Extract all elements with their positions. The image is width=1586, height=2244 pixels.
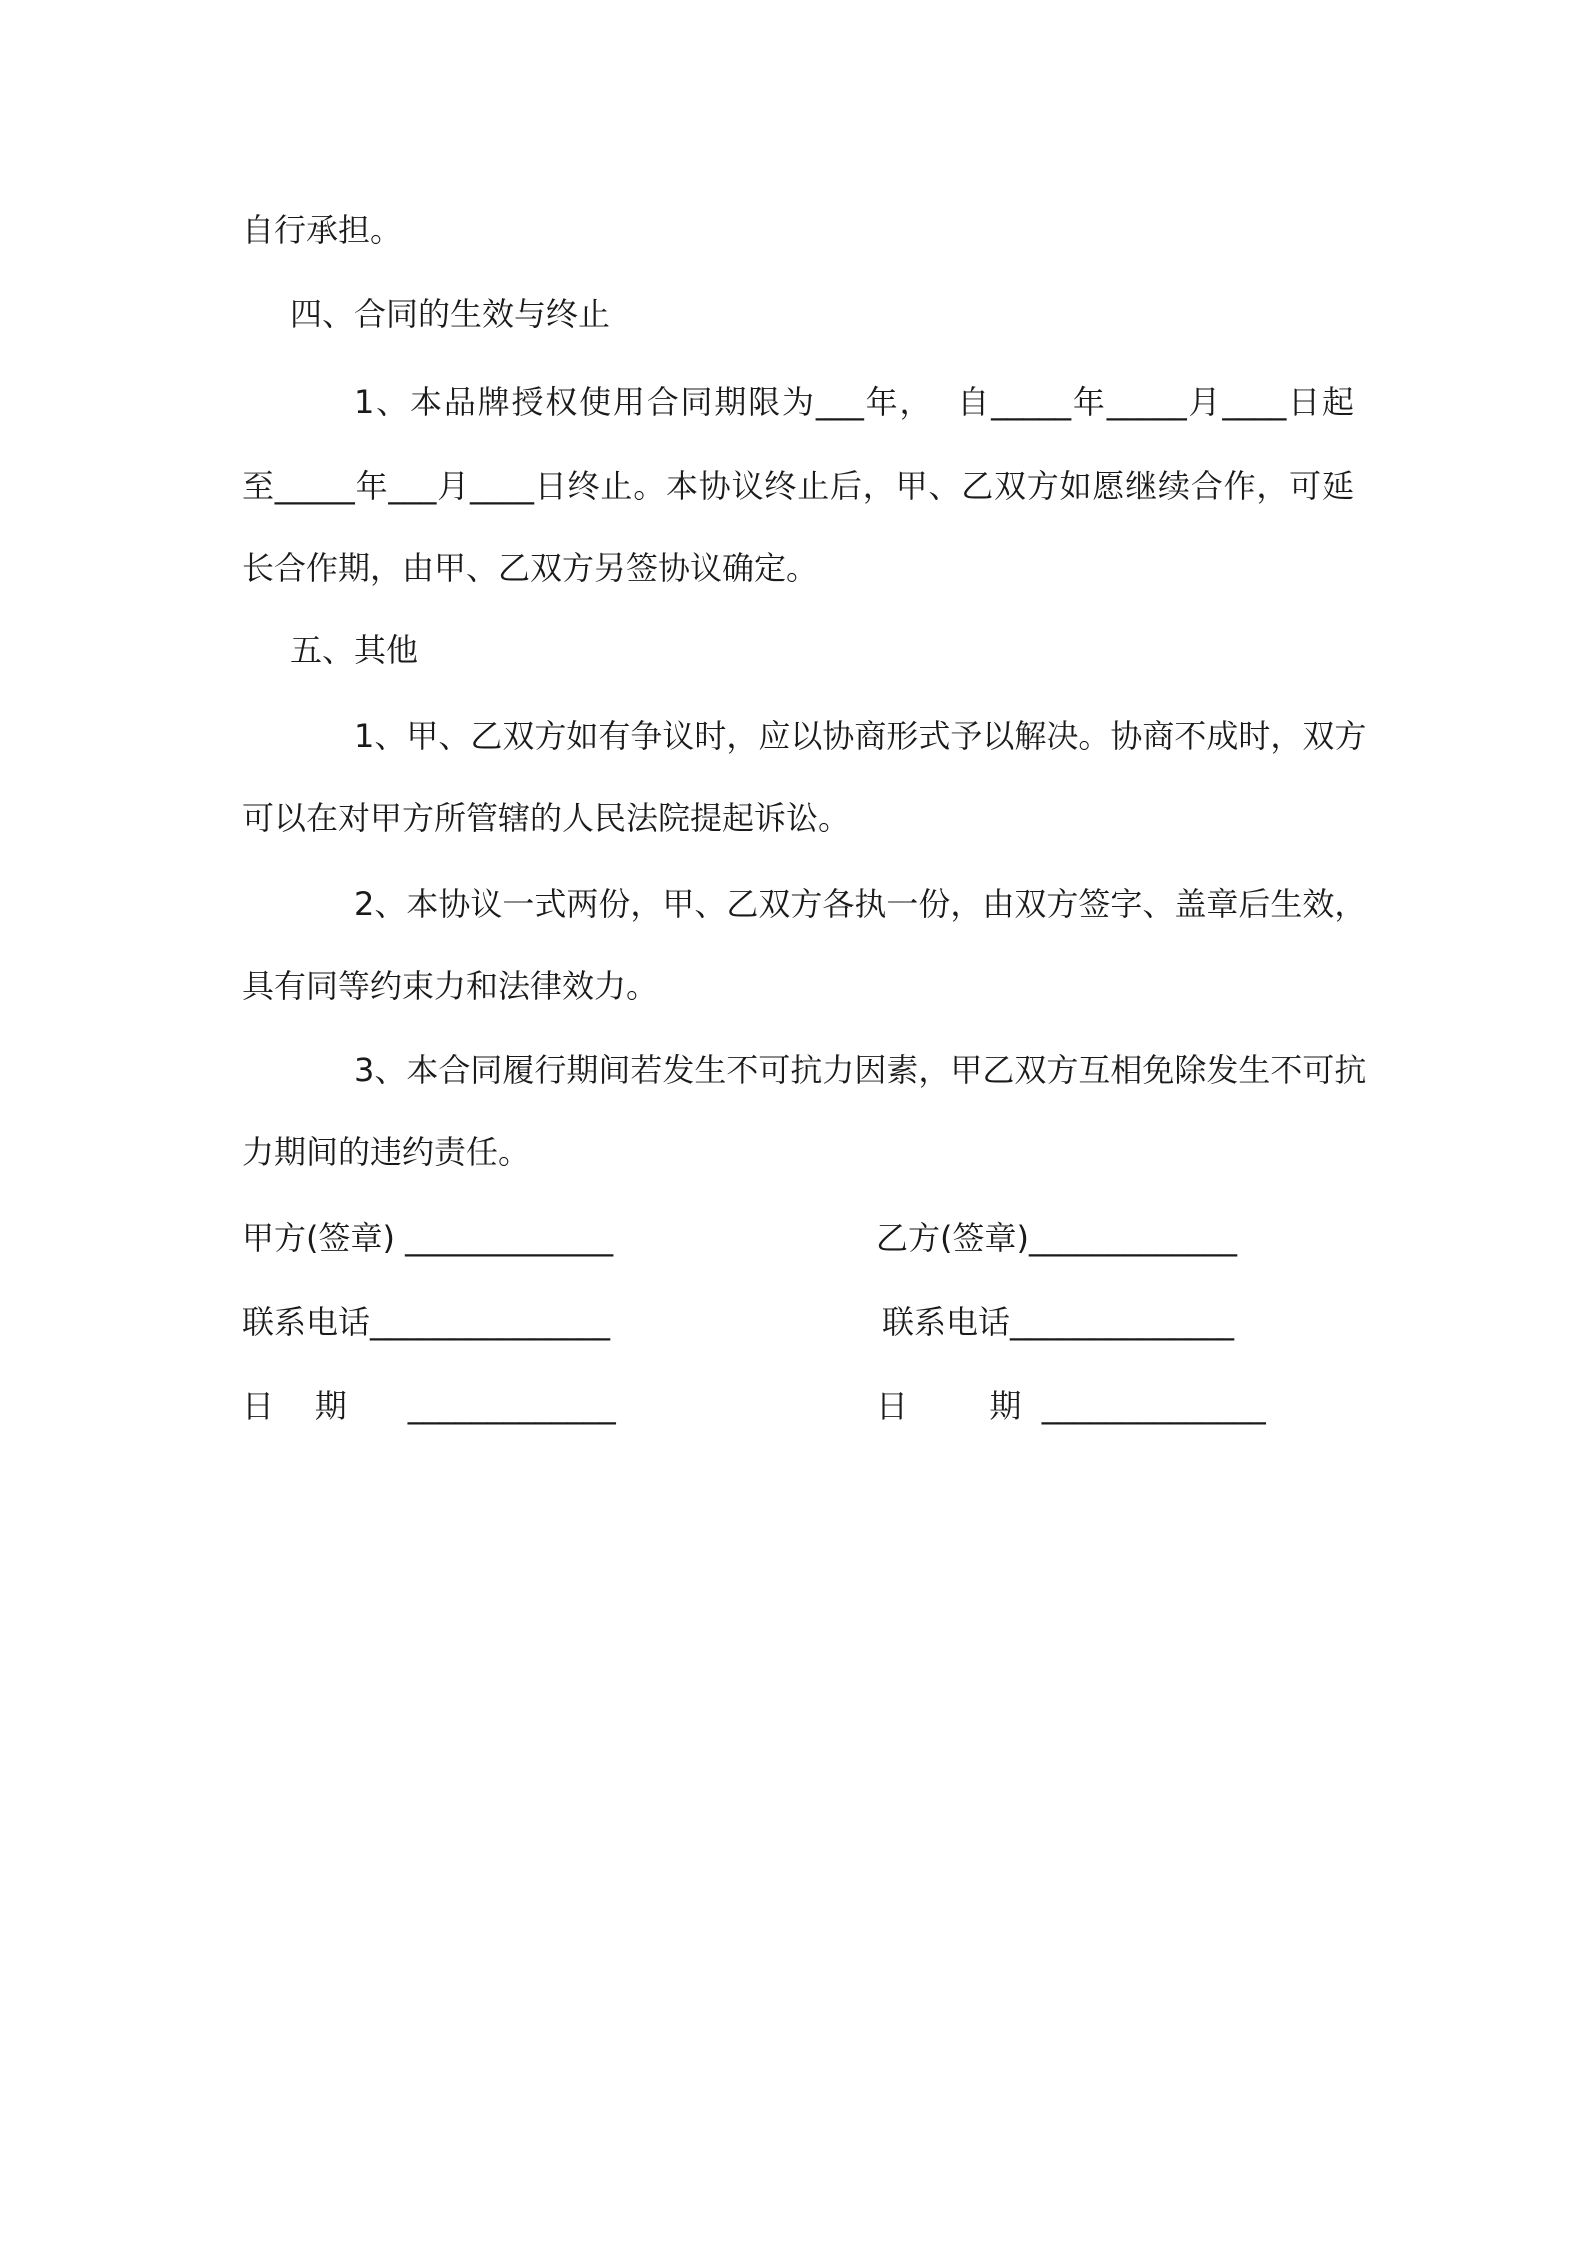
- party-b-date-field: 日 期 ______________: [876, 1387, 1266, 1425]
- party-b-seal-field: 乙方(签章)_____________: [876, 1219, 1237, 1257]
- section-4-clause-1-line-1: 1、本品牌授权使用合同期限为___年， 自_____年_____月____日起: [354, 383, 1354, 421]
- party-b-phone-field: 联系电话______________: [882, 1303, 1235, 1341]
- section-4-heading: 四、合同的生效与终止: [290, 295, 611, 333]
- section-4-clause-1-line-2: 至_____年___月____日终止。本协议终止后，甲、乙双方如愿继续合作，可延: [242, 467, 1354, 505]
- section-5-clause-2-line-2: 具有同等约束力和法律效力。: [242, 967, 659, 1005]
- party-a-phone-field: 联系电话_______________: [242, 1303, 611, 1341]
- section-5-clause-1-line-2: 可以在对甲方所管辖的人民法院提起诉讼。: [242, 799, 851, 837]
- section-4-clause-1-line-3: 长合作期，由甲、乙双方另签协议确定。: [242, 549, 819, 587]
- party-a-seal-field: 甲方(签章) _____________: [242, 1219, 614, 1257]
- party-a-date-field: 日 期 _____________: [242, 1387, 616, 1425]
- section-5-clause-3-line-2: 力期间的违约责任。: [242, 1133, 531, 1171]
- continuation-text: 自行承担。: [242, 211, 403, 249]
- section-5-clause-2-line-1: 2、本协议一式两份，甲、乙双方各执一份，由双方签字、盖章后生效，: [354, 885, 1367, 923]
- section-5-heading: 五、其他: [290, 631, 419, 669]
- section-5-clause-3-line-1: 3、本合同履行期间若发生不可抗力因素，甲乙双方互相免除发生不可抗: [354, 1051, 1367, 1089]
- section-5-clause-1-line-1: 1、甲、乙双方如有争议时，应以协商形式予以解决。协商不成时，双方: [354, 717, 1367, 755]
